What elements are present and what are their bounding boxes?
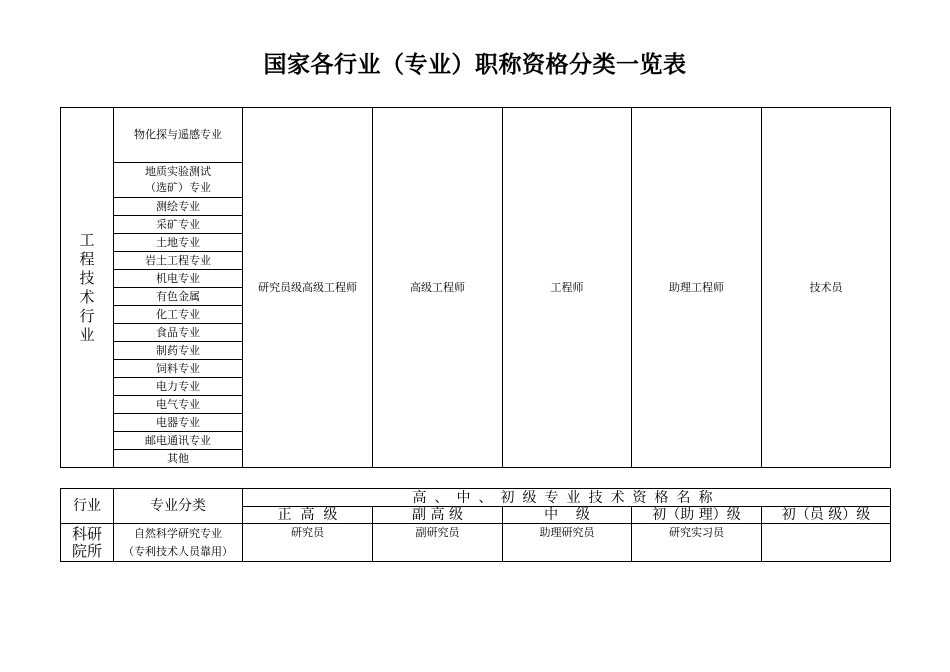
specialty-cell: 化工专业 bbox=[114, 306, 243, 324]
title-cell-senior-researcher-engineer: 研究员级高级工程师 bbox=[243, 108, 373, 468]
specialty-line: （选矿）专业 bbox=[145, 181, 211, 194]
row-value-full-senior: 研究员 bbox=[243, 524, 373, 562]
row-specialty-line: （专利技术人员靠用） bbox=[123, 544, 233, 558]
header-qualification-names: 高、中、初级专业技术资格名称 bbox=[243, 489, 891, 507]
specialty-cell: 其他 bbox=[114, 450, 243, 468]
specialty-cell: 制药专业 bbox=[114, 342, 243, 360]
row-industry bbox=[61, 524, 114, 562]
title-cell-assistant-engineer: 助理工程师 bbox=[632, 108, 762, 468]
industry-label: 工程技术行业 bbox=[79, 230, 95, 344]
specialty-cell: 采矿专业 bbox=[114, 216, 243, 234]
specialty-cell: 邮电通讯专业 bbox=[114, 432, 243, 450]
row-specialty bbox=[114, 524, 243, 562]
specialty-cell bbox=[114, 163, 243, 198]
title-cell-senior-engineer: 高级工程师 bbox=[373, 108, 503, 468]
specialty-cell: 物化探与遥感专业 bbox=[114, 108, 243, 163]
header-level-junior-staff: 初（员 级）级 bbox=[762, 507, 891, 524]
row-specialty-line: 自然科学研究专业 bbox=[134, 526, 222, 540]
page-title: 国家各行业（专业）职称资格分类一览表 bbox=[263, 52, 687, 78]
industry-cell bbox=[61, 108, 114, 468]
row-industry-label: 科研院所 bbox=[71, 524, 102, 560]
specialty-cell: 有色金属 bbox=[114, 288, 243, 306]
specialty-cell: 测绘专业 bbox=[114, 198, 243, 216]
specialty-cell: 岩土工程专业 bbox=[114, 252, 243, 270]
research-qualification-table bbox=[60, 488, 891, 562]
specialty-cell: 土地专业 bbox=[114, 234, 243, 252]
specialty-cell: 电气专业 bbox=[114, 396, 243, 414]
header-level-deputy-senior: 副 高 级 bbox=[373, 507, 503, 524]
specialty-cell: 电力专业 bbox=[114, 378, 243, 396]
engineering-qualification-table bbox=[60, 107, 891, 468]
header-specialty: 专业分类 bbox=[114, 489, 243, 524]
header-industry: 行业 bbox=[61, 489, 114, 524]
specialty-line: 地质实验测试 bbox=[145, 165, 211, 178]
header-level-junior-assistant: 初（助 理）级 bbox=[632, 507, 762, 524]
title-cell-technician: 技术员 bbox=[762, 108, 891, 468]
specialty-cell: 电器专业 bbox=[114, 414, 243, 432]
header-level-intermediate: 中 级 bbox=[503, 507, 632, 524]
specialty-cell: 食品专业 bbox=[114, 324, 243, 342]
specialty-cell: 饲料专业 bbox=[114, 360, 243, 378]
row-value-deputy-senior: 副研究员 bbox=[373, 524, 503, 562]
title-cell-engineer: 工程师 bbox=[503, 108, 632, 468]
row-value-junior-assistant: 研究实习员 bbox=[632, 524, 762, 562]
header-level-full-senior: 正 高 级 bbox=[243, 507, 373, 524]
row-value-junior-staff bbox=[762, 524, 891, 562]
row-value-intermediate: 助理研究员 bbox=[503, 524, 632, 562]
specialty-cell: 机电专业 bbox=[114, 270, 243, 288]
